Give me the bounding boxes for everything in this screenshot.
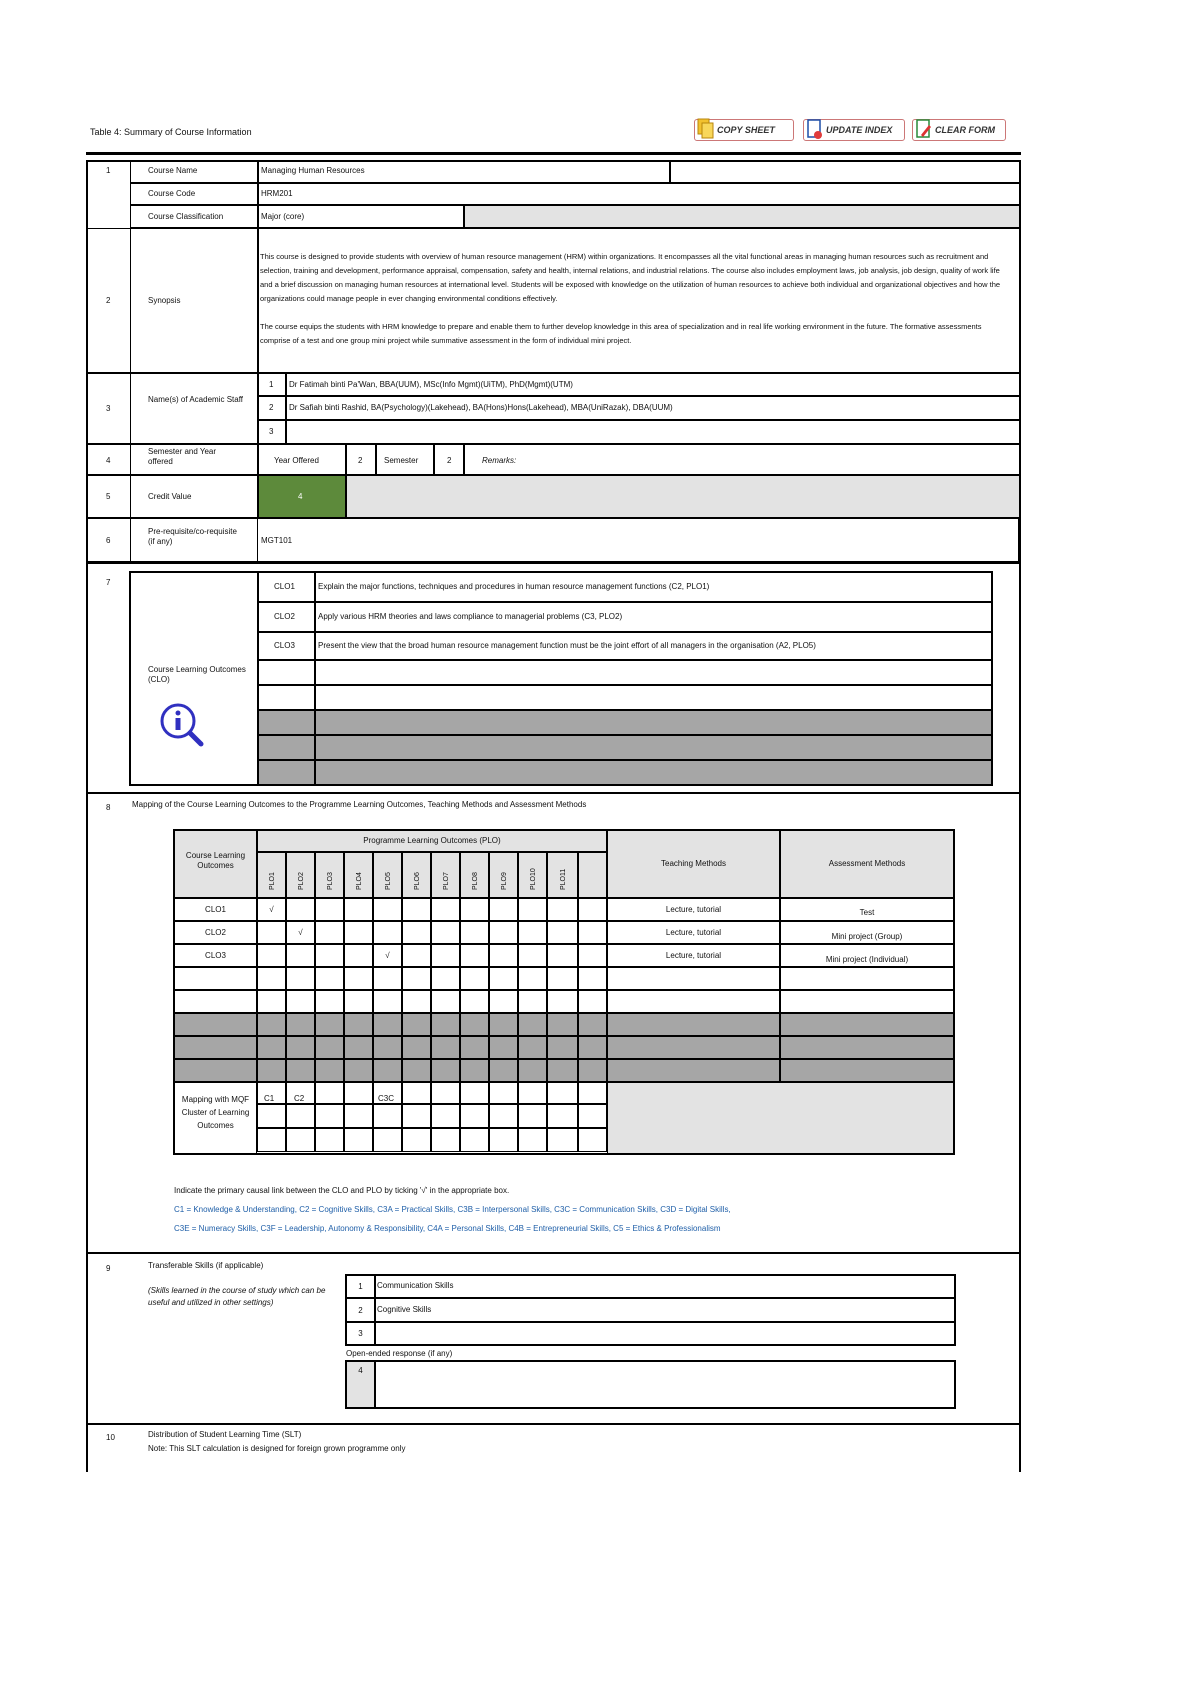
plo-cell[interactable] xyxy=(518,1104,547,1128)
mapping-clo: CLO3 xyxy=(205,951,226,960)
plo-cell[interactable] xyxy=(373,898,402,921)
clo-code: CLO1 xyxy=(274,582,295,591)
plo-cell[interactable] xyxy=(344,1013,373,1036)
plo-cell[interactable] xyxy=(344,1128,373,1152)
plo-cell[interactable] xyxy=(489,990,518,1013)
plo-cell[interactable] xyxy=(431,1059,460,1082)
plo-cell[interactable] xyxy=(489,1013,518,1036)
teaching-cell xyxy=(607,1059,780,1082)
skill-text[interactable]: Communication Skills xyxy=(377,1281,454,1290)
assessment-cell xyxy=(780,967,954,990)
divider xyxy=(86,562,1021,564)
clo-text[interactable]: Apply various HRM theories and laws compliance to managerial problems (C3, PLO2) xyxy=(318,612,623,621)
plo-cell[interactable] xyxy=(431,1082,460,1104)
s2-number: 2 xyxy=(106,296,111,305)
plo-cell[interactable] xyxy=(578,1082,607,1104)
plo-cell[interactable] xyxy=(315,921,344,944)
plo-cell[interactable] xyxy=(431,1036,460,1059)
plo-cell[interactable] xyxy=(402,1036,431,1059)
plo-header-label: PLO9 xyxy=(500,872,508,890)
plo-cell[interactable] xyxy=(402,898,431,921)
teaching-cell xyxy=(607,1036,780,1059)
plo-header-label: PLO10 xyxy=(529,868,537,890)
plo-cell[interactable] xyxy=(578,1036,607,1059)
plo-cell[interactable] xyxy=(547,921,578,944)
clear-form-button[interactable] xyxy=(912,119,1006,141)
plo-cell[interactable] xyxy=(373,1059,402,1082)
mapping-clo-cell xyxy=(174,1036,257,1059)
mqf-legend-1: C1 = Knowledge & Understanding, C2 = Cognitive Skills, C3A = Practical Skills, C3B = Interpersonal Skills, C3C = Communication Skills, C3D = Digital Skills, xyxy=(174,1205,731,1214)
open-ended-number: 4 xyxy=(358,1366,363,1375)
s6-number: 6 xyxy=(106,536,111,545)
plo-cell[interactable] xyxy=(402,944,431,967)
plo-cell[interactable] xyxy=(344,1059,373,1082)
clear-icon xyxy=(915,117,933,141)
plo-cell[interactable] xyxy=(460,1082,489,1104)
plo-cell[interactable] xyxy=(344,921,373,944)
plo-cell[interactable] xyxy=(547,1128,578,1152)
assessment-method[interactable]: Test xyxy=(859,908,875,917)
plo-cell[interactable] xyxy=(547,898,578,921)
plo-cell[interactable] xyxy=(373,967,402,990)
plo-cell[interactable] xyxy=(373,1104,402,1128)
assessment-method[interactable]: Mini project (Group) xyxy=(831,932,903,941)
plo-cell[interactable] xyxy=(315,1013,344,1036)
skill-number: 1 xyxy=(358,1282,363,1291)
s9-number: 9 xyxy=(106,1264,111,1273)
teaching-header: Teaching Methods xyxy=(661,859,726,868)
plo-cell[interactable] xyxy=(315,967,344,990)
year-offered-label: Year Offered xyxy=(274,456,319,465)
page-title: Table 4: Summary of Course Information xyxy=(90,127,252,137)
semester-value[interactable]: 2 xyxy=(447,456,452,465)
academic-staff-label: Name(s) of Academic Staff xyxy=(148,395,243,404)
plo-cell[interactable] xyxy=(578,921,607,944)
plo-cell[interactable] xyxy=(431,921,460,944)
remarks-label: Remarks: xyxy=(482,456,517,465)
mapping-clo-cell xyxy=(174,1013,257,1036)
staff-name[interactable]: Dr Safiah binti Rashid, BA(Psychology)(Lakehead), BA(Hons)Hons(Lakehead), MBA(UniRazak), DBA(UUM) xyxy=(289,403,673,412)
plo-cell[interactable] xyxy=(402,1104,431,1128)
mqf-label: Mapping with MQF Cluster of Learning Outcomes xyxy=(181,1095,250,1130)
mapping-note: Indicate the primary causal link between the CLO and PLO by ticking '√' in the appropriate box. xyxy=(174,1186,510,1195)
plo-cell[interactable] xyxy=(402,1059,431,1082)
plo-header-label: PLO6 xyxy=(413,872,421,890)
plo-cell[interactable] xyxy=(344,944,373,967)
mapping-clo-cell xyxy=(174,990,257,1013)
plo-cell[interactable] xyxy=(489,921,518,944)
plo-cell[interactable] xyxy=(286,1013,315,1036)
mqf-c2[interactable]: C2 xyxy=(294,1094,305,1103)
copy-icon xyxy=(697,117,715,141)
mapping-heading: Mapping of the Course Learning Outcomes to the Programme Learning Outcomes, Teaching Methods and Assessment Methods xyxy=(132,800,587,809)
plo-cell[interactable] xyxy=(489,967,518,990)
plo-cell[interactable] xyxy=(373,1036,402,1059)
plo-header-label: PLO3 xyxy=(326,872,334,890)
clo-header: Course Learning Outcomes xyxy=(185,851,246,870)
plo-cell[interactable] xyxy=(547,1036,578,1059)
plo-header-label: PLO11 xyxy=(559,868,567,890)
plo-cell[interactable] xyxy=(257,990,286,1013)
transferable-skills-label: Transferable Skills (if applicable) xyxy=(148,1261,264,1270)
plo-cell[interactable] xyxy=(489,1036,518,1059)
plo-cell[interactable] xyxy=(489,1128,518,1152)
divider xyxy=(86,1423,1021,1425)
plo-header-label: PLO1 xyxy=(268,872,276,890)
slt-note: Note: This SLT calculation is designed for foreign grown programme only xyxy=(148,1444,406,1453)
top-border xyxy=(86,152,1021,155)
year-offered-value[interactable]: 2 xyxy=(358,456,363,465)
plo-cell[interactable] xyxy=(286,1036,315,1059)
mapping-clo: CLO2 xyxy=(205,928,226,937)
mapping-clo: CLO1 xyxy=(205,905,226,914)
plo-cell[interactable] xyxy=(315,1036,344,1059)
clo-label: Course Learning Outcomes (CLO) xyxy=(148,665,246,684)
plo-cell[interactable] xyxy=(431,944,460,967)
clo-code: CLO3 xyxy=(274,641,295,650)
mapping-clo-cell xyxy=(174,1059,257,1082)
plo-cell[interactable] xyxy=(431,967,460,990)
update-index-label: UPDATE INDEX xyxy=(826,125,893,135)
plo-cell[interactable] xyxy=(431,1128,460,1152)
plo-tick[interactable]: √ xyxy=(385,951,390,960)
plo-cell[interactable] xyxy=(344,967,373,990)
plo-cell[interactable] xyxy=(518,1059,547,1082)
plo-cell[interactable] xyxy=(489,944,518,967)
plo-cell[interactable] xyxy=(402,1013,431,1036)
plo-cell[interactable] xyxy=(578,990,607,1013)
teaching-method[interactable]: Lecture, tutorial xyxy=(665,928,722,937)
info-search-icon[interactable] xyxy=(158,701,208,747)
plo-cell[interactable] xyxy=(518,1082,547,1104)
plo-header-label: PLO2 xyxy=(297,872,305,890)
assessment-cell xyxy=(780,1059,954,1082)
assessment-header: Assessment Methods xyxy=(828,859,906,868)
prerequisite-value[interactable]: MGT101 xyxy=(261,536,293,545)
plo-cell[interactable] xyxy=(402,967,431,990)
course-code-label: Course Code xyxy=(148,189,196,198)
plo-cell[interactable] xyxy=(518,1036,547,1059)
plo-cell[interactable] xyxy=(460,898,489,921)
teaching-cell xyxy=(607,967,780,990)
prerequisite-label: Pre-requisite/co-requisite (if any) xyxy=(148,527,237,546)
plo-cell[interactable] xyxy=(373,990,402,1013)
plo-cell[interactable] xyxy=(518,1013,547,1036)
staff-number: 1 xyxy=(269,380,274,389)
mqf-c1[interactable]: C1 xyxy=(264,1094,275,1103)
plo-cell[interactable] xyxy=(578,1013,607,1036)
plo-header-label: PLO8 xyxy=(471,872,479,890)
plo-cell[interactable] xyxy=(578,1128,607,1152)
skill-text[interactable]: Cognitive Skills xyxy=(377,1305,432,1314)
teaching-cell xyxy=(607,990,780,1013)
course-name-label: Course Name xyxy=(148,166,198,175)
plo-header-label: PLO4 xyxy=(355,872,363,890)
teaching-method[interactable]: Lecture, tutorial xyxy=(665,905,722,914)
plo-cell[interactable] xyxy=(315,944,344,967)
plo-cell[interactable] xyxy=(315,1128,344,1152)
plo-cell[interactable] xyxy=(402,990,431,1013)
plo-cell[interactable] xyxy=(460,967,489,990)
clo-text[interactable]: Explain the major functions, techniques and procedures in human resource management functions (C2, PLO1) xyxy=(318,582,710,591)
plo-cell[interactable] xyxy=(286,1128,315,1152)
plo-cell[interactable] xyxy=(257,921,286,944)
plo-cell[interactable] xyxy=(460,1059,489,1082)
plo-cell[interactable] xyxy=(460,1013,489,1036)
mapping-clo-cell xyxy=(174,967,257,990)
open-ended-response[interactable] xyxy=(375,1361,955,1408)
plo-header-cell xyxy=(578,852,607,898)
plo-cell[interactable] xyxy=(578,1104,607,1128)
s3-number: 3 xyxy=(106,404,111,413)
plo-cell[interactable] xyxy=(547,967,578,990)
plo-header-label: PLO7 xyxy=(442,872,450,890)
plo-cell[interactable] xyxy=(518,967,547,990)
plo-cell[interactable] xyxy=(578,898,607,921)
course-class-value[interactable]: Major (core) xyxy=(261,212,305,221)
plo-cell[interactable] xyxy=(344,1104,373,1128)
plo-cell[interactable] xyxy=(431,990,460,1013)
plo-cell[interactable] xyxy=(402,921,431,944)
clear-form-label: CLEAR FORM xyxy=(935,125,995,135)
plo-cell[interactable] xyxy=(402,1128,431,1152)
open-ended-label: Open-ended response (if any) xyxy=(346,1349,453,1358)
plo-cell[interactable] xyxy=(315,990,344,1013)
course-code-value[interactable]: HRM201 xyxy=(261,189,293,198)
plo-cell[interactable] xyxy=(257,1036,286,1059)
assessment-cell xyxy=(780,990,954,1013)
divider xyxy=(86,1252,1021,1254)
plo-cell[interactable] xyxy=(460,921,489,944)
plo-cell[interactable] xyxy=(257,944,286,967)
plo-cell[interactable] xyxy=(518,1128,547,1152)
plo-cell[interactable] xyxy=(518,898,547,921)
plo-cell[interactable] xyxy=(578,1059,607,1082)
plo-cell[interactable] xyxy=(578,967,607,990)
plo-cell[interactable] xyxy=(460,944,489,967)
plo-cell[interactable] xyxy=(257,1104,286,1128)
credit-value[interactable]: 4 xyxy=(298,492,303,501)
plo-cell[interactable] xyxy=(489,898,518,921)
plo-cell[interactable] xyxy=(257,967,286,990)
plo-cell[interactable] xyxy=(460,1128,489,1152)
plo-cell[interactable] xyxy=(547,944,578,967)
update-icon xyxy=(806,117,824,141)
assessment-cell xyxy=(780,1036,954,1059)
assessment-cell xyxy=(780,1013,954,1036)
mqf-legend-2: C3E = Numeracy Skills, C3F = Leadership, Autonomy & Responsibility, C4A = Personal Skills, C4B = Entrepreneurial Skills, C5 = Ethics & Professionalism xyxy=(174,1224,721,1233)
plo-cell[interactable] xyxy=(344,1036,373,1059)
skill-number: 3 xyxy=(358,1329,363,1338)
plo-cell[interactable] xyxy=(344,898,373,921)
semester-label: Semester xyxy=(384,456,419,465)
teaching-cell xyxy=(607,1013,780,1036)
assessment-method[interactable]: Mini project (Individual) xyxy=(825,955,909,964)
plo-cell[interactable] xyxy=(286,967,315,990)
teaching-method[interactable]: Lecture, tutorial xyxy=(665,951,722,960)
plo-cell[interactable] xyxy=(286,1104,315,1128)
plo-cell[interactable] xyxy=(315,1059,344,1082)
plo-cell[interactable] xyxy=(518,990,547,1013)
plo-cell[interactable] xyxy=(344,990,373,1013)
plo-cell[interactable] xyxy=(431,898,460,921)
plo-cell[interactable] xyxy=(257,1059,286,1082)
clo-text[interactable]: Present the view that the broad human resource management function must be the joint effort of all managers in the organisation (A2, PLO5) xyxy=(318,641,816,650)
plo-header-label: PLO5 xyxy=(384,872,392,890)
mqf-blank-cell xyxy=(607,1082,954,1154)
plo-cell[interactable] xyxy=(373,921,402,944)
plo-cell[interactable] xyxy=(547,990,578,1013)
plo-cell[interactable] xyxy=(547,1013,578,1036)
synopsis-text-2[interactable]: The course equips the students with HRM knowledge to prepare and enable them to further develop knowledge in this area of specialization and in real life working environment in the future. The formative assessments comprise of a test and one group mini project while summative assessment in the form of individual mini project. xyxy=(260,322,982,345)
plo-cell[interactable] xyxy=(257,1013,286,1036)
course-class-label: Course Classification xyxy=(148,212,224,221)
copy-sheet-label: COPY SHEET xyxy=(717,125,775,135)
plo-cell[interactable] xyxy=(518,944,547,967)
transferable-skills-desc: (Skills learned in the course of study which can be useful and utilized in other settings) xyxy=(148,1286,326,1307)
plo-cell[interactable] xyxy=(489,1082,518,1104)
plo-cell[interactable] xyxy=(257,1128,286,1152)
s1-number: 1 xyxy=(106,166,111,175)
plo-cell[interactable] xyxy=(460,990,489,1013)
mqf-c3c[interactable]: C3C xyxy=(378,1094,395,1103)
staff-name[interactable]: Dr Fatimah binti Pa'Wan, BBA(UUM), MSc(Info Mgmt)(UiTM), PhD(Mgmt)(UTM) xyxy=(289,380,573,389)
plo-cell[interactable] xyxy=(286,898,315,921)
plo-cell[interactable] xyxy=(286,1059,315,1082)
plo-cell[interactable] xyxy=(489,1104,518,1128)
plo-cell[interactable] xyxy=(286,944,315,967)
synopsis-text-1[interactable]: This course is designed to provide students with overview of human resource management (HRM) within organizations. It encompasses all the vital functional areas in managing human resources such as recruitment and selection, training and development, performance appraisal, compensation, safety and health, internal relations, and industrial relations. The course also includes employment laws, job analysis, job design, quality of work life and a brief discussion on managing human resources at international level. Students will be exposed with knowledge on the utilization of human resources to achieve both individual and organizational objectives and how the organizations could manage people in ever changing environmental conditions effectively. xyxy=(260,252,1001,303)
plo-cell[interactable] xyxy=(547,1104,578,1128)
plo-tick[interactable]: √ xyxy=(269,905,274,914)
plo-cell[interactable] xyxy=(460,1036,489,1059)
plo-cell[interactable] xyxy=(431,1013,460,1036)
plo-cell[interactable] xyxy=(315,1104,344,1128)
plo-cell[interactable] xyxy=(373,1128,402,1152)
plo-cell[interactable] xyxy=(489,1059,518,1082)
staff-number: 3 xyxy=(269,427,274,436)
plo-cell[interactable] xyxy=(373,1013,402,1036)
s4-number: 4 xyxy=(106,456,111,465)
plo-cell[interactable] xyxy=(344,1082,373,1104)
skill-number: 2 xyxy=(358,1306,363,1315)
credit-value-label: Credit Value xyxy=(148,492,192,501)
s8-number: 8 xyxy=(106,803,111,812)
slt-label: Distribution of Student Learning Time (SLT) xyxy=(148,1430,302,1439)
clo-code: CLO2 xyxy=(274,612,295,621)
s7-number: 7 xyxy=(106,578,111,587)
s5-number: 5 xyxy=(106,492,111,501)
plo-tick[interactable]: √ xyxy=(298,928,303,937)
synopsis-label: Synopsis xyxy=(148,296,181,305)
plo-cell[interactable] xyxy=(518,921,547,944)
plo-cell[interactable] xyxy=(431,1104,460,1128)
plo-cell[interactable] xyxy=(315,898,344,921)
plo-cell[interactable] xyxy=(578,944,607,967)
plo-header: Programme Learning Outcomes (PLO) xyxy=(363,836,501,845)
plo-cell[interactable] xyxy=(460,1104,489,1128)
course-name-value[interactable]: Managing Human Resources xyxy=(261,166,365,175)
plo-cell[interactable] xyxy=(315,1082,344,1104)
plo-cell[interactable] xyxy=(402,1082,431,1104)
plo-cell[interactable] xyxy=(286,990,315,1013)
plo-cell[interactable] xyxy=(547,1082,578,1104)
update-index-button[interactable] xyxy=(803,119,905,141)
staff-number: 2 xyxy=(269,403,274,412)
plo-cell[interactable] xyxy=(547,1059,578,1082)
s10-number: 10 xyxy=(106,1433,115,1442)
divider xyxy=(86,792,1021,794)
semester-year-label: Semester and Year offered xyxy=(148,447,217,466)
copy-sheet-button[interactable] xyxy=(694,119,794,141)
